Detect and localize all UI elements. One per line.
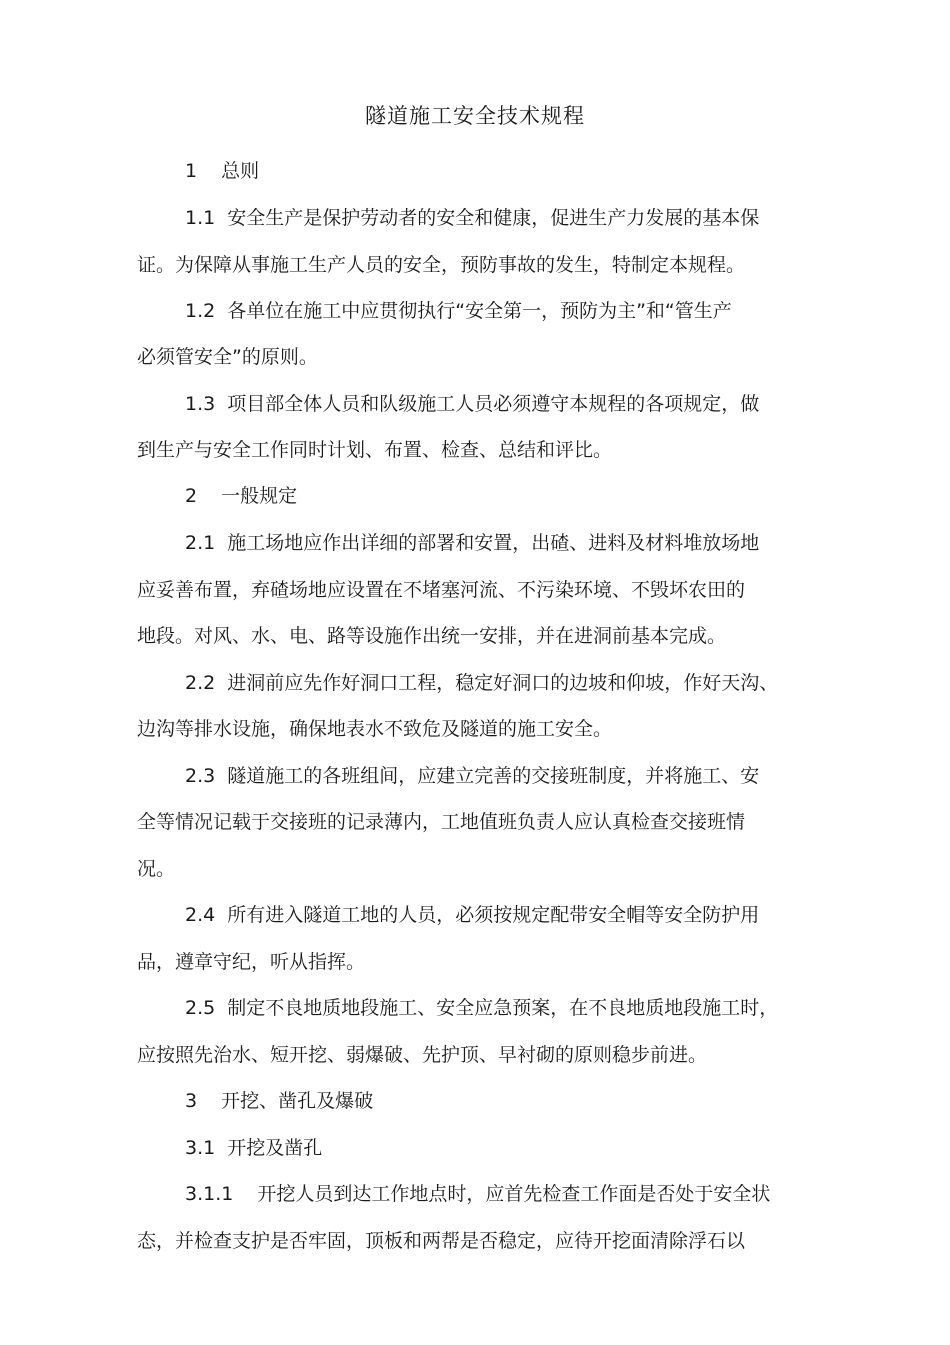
paragraph-line: 2.3 隧道施工的各班组间，应建立完善的交接班制度，并将施工、安	[185, 765, 760, 787]
paragraph-line: 1.1 安全生产是保护劳动者的安全和健康，促进生产力发展的基本保	[185, 207, 760, 229]
paragraph-line: 应妥善布置，弃碴场地应设置在不堵塞河流、不污染环境、不毁坏农田的	[137, 579, 746, 601]
paragraph-line: 品，遵章守纪，听从指挥。	[137, 951, 366, 973]
paragraph-line: 1.2 各单位在施工中应贯彻执行“安全第一，预防为主”和“管生产	[185, 300, 732, 322]
paragraph-line: 2.5 制定不良地质地段施工、安全应急预案，在不良地质地段施工时，	[185, 997, 779, 1019]
paragraph-line: 态，并检查支护是否牢固，顶板和两帮是否稳定，应待开挖面清除浮石以	[137, 1230, 746, 1252]
paragraph-line: 证。为保障从事施工生产人员的安全，预防事故的发生，特制定本规程。	[137, 254, 746, 276]
paragraph-line: 2.2 进洞前应先作好洞口工程，稳定好洞口的边坡和仰坡，作好天沟、	[185, 672, 779, 694]
paragraph-line: 边沟等排水设施，确保地表水不致危及隧道的施工安全。	[137, 718, 613, 740]
paragraph-line: 地段。对风、水、电、路等设施作出统一安排，并在进洞前基本完成。	[137, 625, 727, 647]
document-title: 隧道施工安全技术规程	[365, 104, 585, 128]
section-heading-2: 2 一般规定	[185, 485, 298, 507]
paragraph-line: 2.1 施工场地应作出详细的部署和安置，出碴、进料及材料堆放场地	[185, 532, 760, 554]
paragraph-line: 必须管安全”的原则。	[137, 346, 318, 368]
paragraph-line: 3.1.1 开挖人员到达工作地点时，应首先检查工作面是否处于安全状	[185, 1183, 771, 1205]
section-heading-1: 1 总则	[185, 160, 260, 182]
paragraph-line: 2.4 所有进入隧道工地的人员，必须按规定配带安全帽等安全防护用	[185, 904, 760, 926]
paragraph-line: 1.3 项目部全体人员和队级施工人员必须遵守本规程的各项规定，做	[185, 393, 760, 415]
subsection-heading: 3.1 开挖及凿孔	[185, 1137, 323, 1159]
paragraph-line: 应按照先治水、短开挖、弱爆破、先护顶、早衬砌的原则稳步前进。	[137, 1044, 708, 1066]
section-heading-3: 3 开挖、凿孔及爆破	[185, 1090, 374, 1112]
paragraph-line: 到生产与安全工作同时计划、布置、检查、总结和评比。	[137, 439, 613, 461]
paragraph-line: 全等情况记载于交接班的记录薄内，工地值班负责人应认真检查交接班情	[137, 811, 746, 833]
paragraph-line: 况。	[137, 858, 176, 880]
